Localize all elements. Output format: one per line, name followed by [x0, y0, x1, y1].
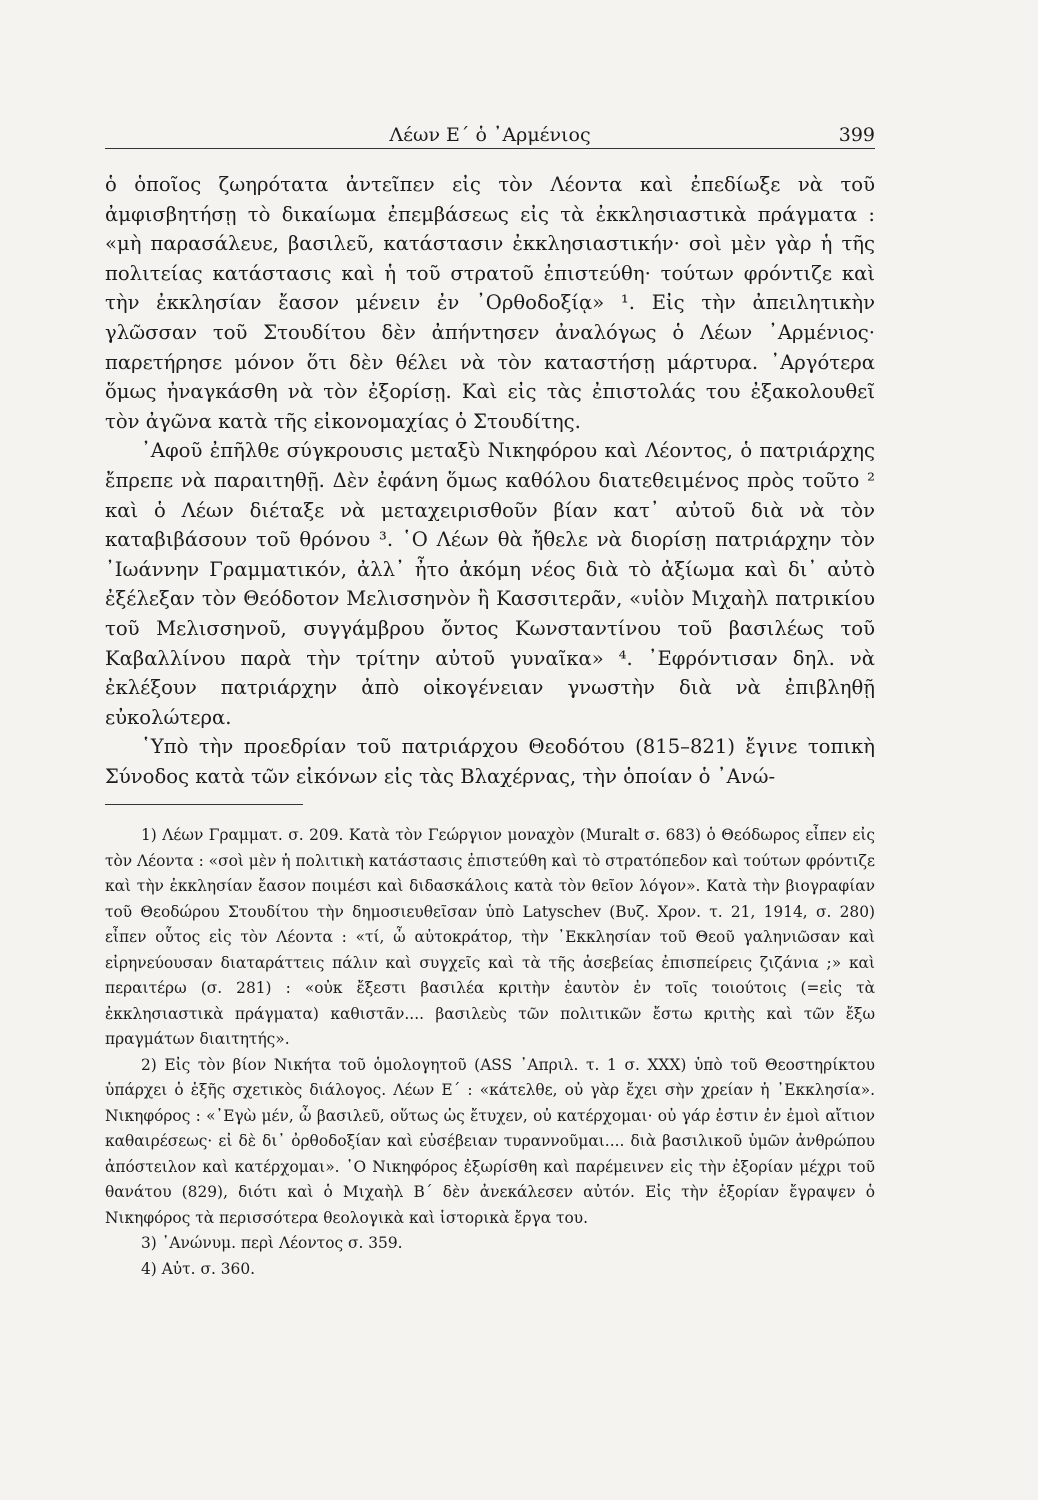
footnote: 4) Αὐτ. σ. 360. [141, 1259, 256, 1278]
paragraph: ῾Υπὸ τὴν προεδρίαν τοῦ πατριάρχου Θεοδότου (815–821) ἔγινε τοπικὴ Σύνοδος κατὰ τῶν εἰκόνων εἰς τὰς Βλαχέρνας, τὴν ὁποίαν ὁ ᾿Ανώ- [105, 735, 875, 788]
paragraph: ὁ ὁποῖος ζωηρότατα ἀντεῖπεν εἰς τὸν Λέοντα καὶ ἐπεδίωξε νὰ τοῦ ἀμφισβητήσῃ τὸ δικαίωμα ἐπεμβάσεως εἰς τὰ ἐκκλησιαστικὰ πράγματα : «μὴ παρασάλευε, βασιλεῦ, κατάστασιν ἐκκλησιαστικήν· σοὶ μὲν γὰρ ἡ τῆς πολιτείας κατάστασις καὶ ἡ τοῦ στρατοῦ ἐπιστεύθη· τούτων φρόντιζε καὶ τὴν ἐκκλησίαν ἔασον μένειν ἐν ᾿Ορθοδοξίᾳ» ¹. Εἰς τὴν ἀπειλητικὴν γλῶσσαν τοῦ Στουδίτου δὲν ἀπήντησεν ἀναλόγως ὁ Λέων ᾿Αρμένιος· παρετήρησε μόνον ὅτι δὲν θέλει νὰ τὸν καταστήσῃ μάρτυρα. ᾿Αργότερα ὅμως ἠναγκάσθη νὰ τὸν ἐξορίσῃ. Καὶ εἰς τὰς ἐπιστολάς του ἐξακολουθεῖ τὸν ἀγῶνα κατὰ τῆς εἰκονομαχίας ὁ Στουδίτης. [105, 173, 875, 433]
paragraph: ᾿Αφοῦ ἐπῆλθε σύγκρουσις μεταξὺ Νικηφόρου καὶ Λέοντος, ὁ πατριάρχης ἔπρεπε νὰ παραιτηθῇ. Δὲν ἐφάνη ὅμως καθόλου διατεθειμένος πρὸς τοῦτο ² καὶ ὁ Λέων διέταξε νὰ μεταχειρισθοῦν βίαν κατ᾿ αὐτοῦ διὰ νὰ τὸν καταβιβάσουν τοῦ θρόνου ³. ῾Ο Λέων θὰ ἤθελε νὰ διορίσῃ πατριάρχην τὸν ᾿Ιωάννην Γραμματικόν, ἀλλ᾿ ἦτο ἀκόμη νέος διὰ τὸ ἀξίωμα καὶ δι᾿ αὐτὸ ἐξέλεξαν τὸν Θεόδοτον Μελισσηνὸν ἢ Κασσιτερᾶν, «υἱὸν Μιχαὴλ πατρικίου τοῦ Μελισσηνοῦ, συγγάμβρου ὄντος Κωνσταντίνου τοῦ βασιλέως τοῦ Καβαλλίνου παρὰ τὴν τρίτην αὐτοῦ γυναῖκα» ⁴. ᾿Εφρόντισαν δηλ. νὰ ἐκλέξουν πατριάρχην ἀπὸ οἰκογένειαν γνωστὴν διὰ νὰ ἐπιβληθῇ εὐκολώτερα. [105, 439, 875, 729]
footnote: 1) Λέων Γραμματ. σ. 209. Κατὰ τὸν Γεώργιον μοναχὸν (Muralt σ. 683) ὁ Θεόδωρος εἶπεν εἰς τὸν Λέοντα : «σοὶ μὲν ἡ πολιτικὴ κατάστασις ἐπιστεύθη καὶ τὸ στρατόπεδον καὶ τούτων φρόντιζε καὶ τὴν ἐκκλησίαν ἔασον ποιμέσι καὶ διδασκάλοις κατὰ τὸν θεῖον λόγον». Κατὰ τὴν βιογραφίαν τοῦ Θεοδώρου Στουδίτου τὴν δημοσιευθεῖσαν ὑπὸ Latyschev (Βυζ. Χρον. τ. 21, 1914, σ. 280) εἶπεν οὗτος εἰς τὸν Λέοντα : «τί, ὦ αὐτοκράτορ, τὴν ᾿Εκκλησίαν τοῦ Θεοῦ γαληνιῶσαν καὶ εἰρηνεύουσαν διαταράττεις πάλιν καὶ συγχεῖς καὶ τὰ τῆς ἀσεβείας ἐπισπείρεις ζιζάνια ;» καὶ περαιτέρω (σ. 281) : «οὐκ ἔξεστι βασιλέα κριτὴν ἑαυτὸν ἐν τοῖς τοιούτοις (=εἰς τὰ ἐκκλησιαστικὰ πράγματα) καθιστᾶν.... βασιλεὺς τῶν πολιτικῶν ἔστω κριτὴς καὶ τῶν ἔξω πραγμάτων διαιτητής». [105, 826, 875, 1048]
page-number: 399 [838, 124, 875, 146]
main-text [105, 170, 875, 791]
footnote: 2) Εἰς τὸν βίον Νικήτα τοῦ ὁμολογητοῦ (ASS ᾿Απριλ. τ. 1 σ. XXX) ὑπὸ τοῦ Θεοστηρίκτου ὑπάρχει ὁ ἑξῆς σχετικὸς διάλογος. Λέων Ε΄ : «κάτελθε, οὐ γὰρ ἔχει σὴν χρείαν ἡ ᾿Εκκλησία». Νικηφόρος : «᾿Εγὼ μέν, ὦ βασιλεῦ, οὕτως ὡς ἔτυχεν, οὐ κατέρχομαι· οὐ γάρ ἐστιν ἐν ἐμοὶ αἴτιον καθαιρέσεως· εἰ δὲ δι᾿ ὀρθοδοξίαν καὶ εὐσέβειαν τυραννοῦμαι.... διὰ βασιλικοῦ ὑμῶν ἀνθρώπου ἀπόστειλον καὶ κατέρχομαι». ῾Ο Νικηφόρος ἐξωρίσθη καὶ παρέμεινεν εἰς τὴν ἐξορίαν μέχρι τοῦ θανάτου (829), διότι καὶ ὁ Μιχαὴλ Β΄ δὲν ἀνεκάλεσεν αὐτόν. Εἰς τὴν ἐξορίαν ἔγραψεν ὁ Νικηφόρος τὰ περισσότερα θεολογικὰ καὶ ἱστορικὰ ἔργα του. [105, 1055, 875, 1227]
footnote: 3) ᾿Ανώνυμ. περὶ Λέοντος σ. 359. [141, 1234, 403, 1252]
running-title: Λέων Ε΄ ὁ ᾿Αρμένιος [389, 124, 591, 146]
footnotes [105, 823, 875, 1282]
footnote-divider [105, 804, 303, 805]
running-header [105, 118, 875, 149]
